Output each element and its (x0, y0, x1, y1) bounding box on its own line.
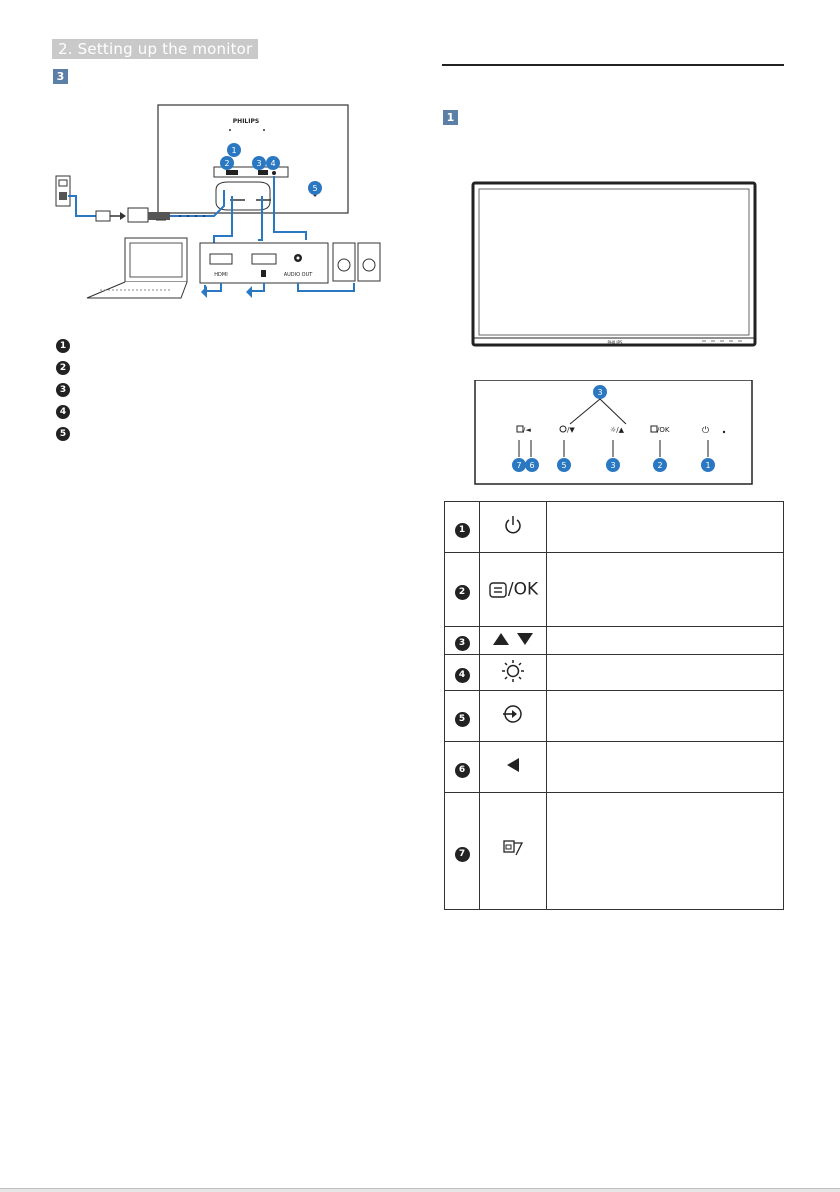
svg-text:3: 3 (256, 159, 262, 168)
left-arrow-icon (480, 742, 547, 793)
table-row (445, 655, 784, 691)
step-badge-1: 1 (443, 110, 458, 125)
menu-ok-icon (480, 553, 547, 627)
row-number: 5 (455, 712, 470, 727)
row-number: 1 (455, 523, 470, 538)
description-cell (547, 502, 784, 553)
brightness-icon (480, 655, 547, 691)
controls-table (444, 501, 784, 910)
svg-text:3: 3 (597, 388, 603, 397)
table-row (445, 627, 784, 655)
port-audio-label: AUDIO OUT (283, 272, 313, 278)
ok-label: /OK (507, 579, 539, 600)
legend-item-1: 1 (56, 339, 70, 353)
legend-item-3: 3 (56, 383, 70, 397)
description-cell (547, 655, 784, 691)
diagram-brand: PHILIPS (232, 118, 260, 125)
svg-text:6: 6 (529, 461, 535, 470)
row-number: 3 (455, 636, 470, 651)
input-icon (480, 691, 547, 742)
description-cell (547, 691, 784, 742)
table-row (445, 793, 784, 910)
legend-item-2: 2 (56, 361, 70, 375)
panel-label-power: ⏻ (702, 426, 710, 436)
up-down-arrows-icon (480, 627, 547, 655)
step-badge-3: 3 (53, 69, 68, 84)
svg-text:1: 1 (705, 461, 711, 470)
monitor-front (470, 180, 760, 360)
svg-text:4: 4 (270, 159, 276, 168)
svg-text:7: 7 (516, 461, 522, 470)
description-cell (547, 553, 784, 627)
monitor-brand: PHILIPS (607, 340, 623, 345)
table-row (445, 691, 784, 742)
power-icon (480, 502, 547, 553)
connection-diagram (40, 100, 400, 330)
panel-label-brightness-up: ☼/▲ (610, 426, 625, 434)
table-row (445, 502, 784, 553)
panel-label-menu-ok: /OK (657, 426, 670, 434)
svg-text:2: 2 (657, 461, 663, 470)
smartimage-icon (480, 793, 547, 910)
legend-item-4: 4 (56, 405, 70, 419)
divider-line (442, 64, 784, 66)
svg-text:5: 5 (312, 184, 318, 193)
row-number: 7 (455, 847, 470, 862)
panel-label-input-down: /▼ (567, 426, 575, 434)
row-number: 2 (455, 585, 470, 600)
svg-text:5: 5 (561, 461, 567, 470)
description-cell (547, 793, 784, 910)
row-number: 6 (455, 763, 470, 778)
port-hdmi-label: HDMI (214, 272, 228, 278)
panel-label-smartimage-left: /◄ (523, 426, 531, 434)
description-cell (547, 742, 784, 793)
row-number: 4 (455, 668, 470, 683)
button-panel (474, 380, 754, 485)
svg-text:2: 2 (224, 159, 230, 168)
svg-text:1: 1 (231, 146, 237, 155)
description-cell (547, 627, 784, 655)
svg-text:3: 3 (610, 461, 616, 470)
table-row (445, 553, 784, 627)
legend-item-5: 5 (56, 427, 70, 441)
table-row (445, 742, 784, 793)
section-title: 2. Setting up the monitor (52, 39, 258, 59)
